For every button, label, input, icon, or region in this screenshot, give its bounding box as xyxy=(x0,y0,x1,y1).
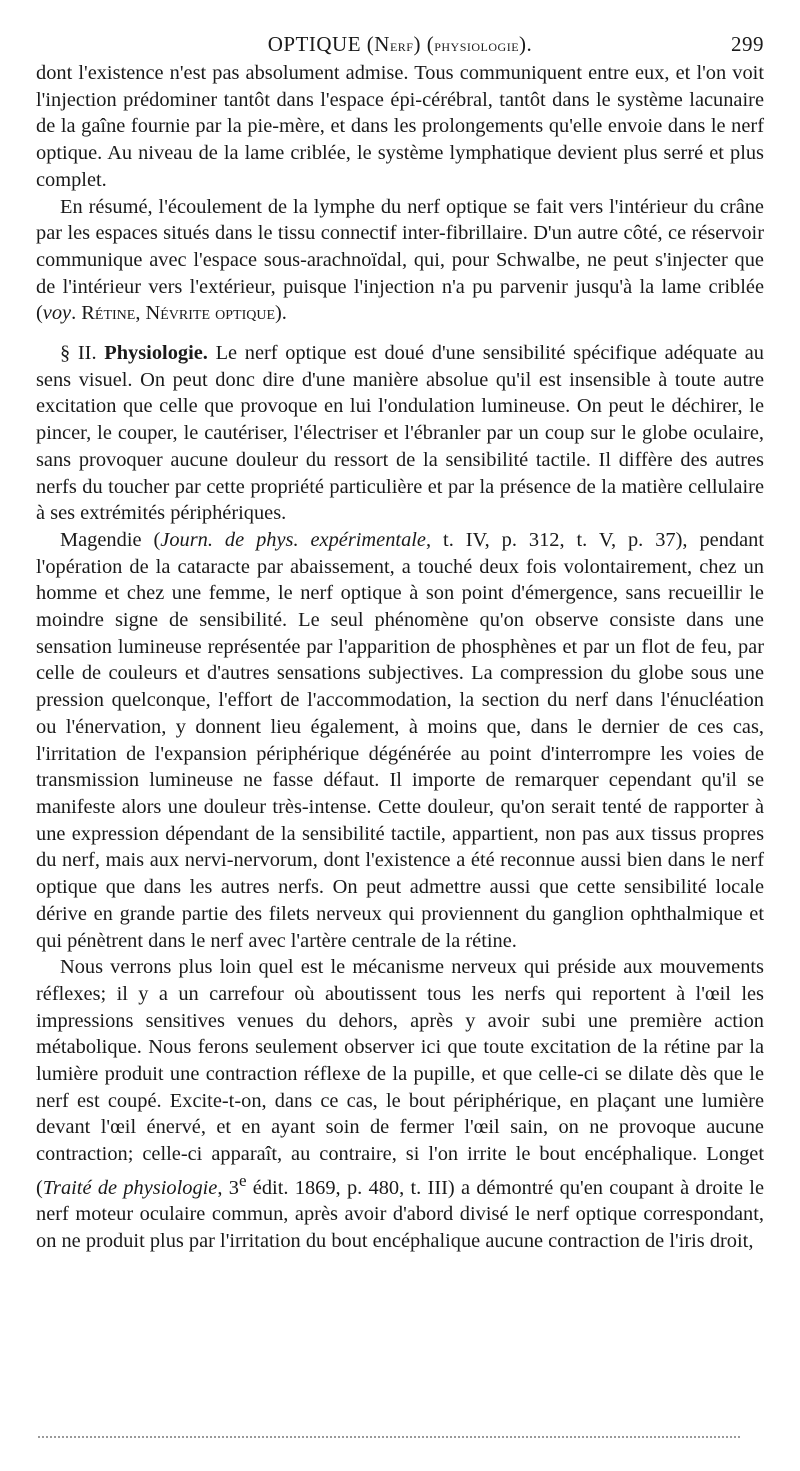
section-heading: Physiologie. xyxy=(104,342,208,365)
paragraph-text: Le nerf optique est doué d'une sensibilité spécifique adéquate au sens visuel. On peut donc dire d'une manière absolue qu'il est insensible à toute autre excitation que celle que provoque en lui l'ondulation lumineuse. On peut le déchirer, le pincer, le couper, le cautériser, l'électriser et l'ébranler par un coup sur le globe oculaire, sans provoquer aucune douleur du ressort de la sensibilité tactile. Il diffère des autres nerfs du toucher par cette propriété particulière et par la présence de la matière cellulaire à ses extrémités périphériques. xyxy=(36,342,764,525)
page-number: 299 xyxy=(731,32,764,56)
cross-reference: Névrite optique xyxy=(145,302,276,325)
paragraph-text: En résumé, l'écoulement de la lymphe du nerf optique se fait vers l'intérieur du crâne par les espaces situés dans le tissu connectif inter-fibrillaire. D'un autre côté, ce réservoir communique avec l'espace sous-arachnoïdal, qui, pour Schwalbe, ne peut s'injecter que de l'intérieur vers l'extérieur, puisque l'injection n'a pu parvenir jusqu'à la lame criblée ( xyxy=(36,195,764,325)
abbrev-voy: voy xyxy=(42,302,72,325)
title-part: ). xyxy=(519,32,533,56)
paragraph-3-section-heading xyxy=(36,340,764,527)
paragraph-text: , t. IV, p. 312, t. V, p. 37), pendant l'opération de la cataracte par abaissement, a touché deux fois volontairement, chez un homme et chez une femme, le nerf optique à son point d'émergence, sans recueillir le moindre signe de sensibilité. Le seul phénomène qu'on observe consiste dans une sensation lumineuse représentée par l'apparition de phosphènes et par un flot de feu, par celle de couleurs et d'autres sensations subjectives. La compression du globe sous une pression quelconque, l'effort de l'accommodation, la section du nerf dans l'énucléation ou l'énervation, y donnent lieu également, à moins que, dans le dernier de ces cas, l'irritation de l'expansion périphérique dégénérée au point d'interrompre les voies de transmission lumineuse ne fasse défaut. Il importe de remarquer cependant qu'il se manifeste alors une douleur très-intense. Cette douleur, qu'on serait tenté de rapporter à une expression dépendant de la sensibilité tactile, appartient, non pas aux tissus propres du nerf, mais aux nervi-nervorum, dont l'existence a été reconnue aussi bien dans le nerf optique que dans les autres nerfs. On peut admettre aussi que cette sensibilité locale dérive en grande partie des filets nerveux qui proviennent du ganglion ophthalmique et qui pénètrent dans le nerf avec l'artère centrale de la rétine. xyxy=(36,528,764,952)
citation-title: Traité de physiologie xyxy=(42,1176,218,1199)
title-smallcaps: physiologie xyxy=(434,36,520,55)
footer-dotted-rule xyxy=(38,1436,740,1438)
separator: , xyxy=(135,302,146,325)
paragraph-5 xyxy=(36,954,764,1255)
separator: ). xyxy=(275,302,287,325)
cross-reference: Rétine xyxy=(81,302,136,325)
superscript: e xyxy=(238,1170,247,1190)
title-part: OPTIQUE (N xyxy=(267,32,390,56)
section-mark: § II. xyxy=(60,342,105,365)
paragraph-4 xyxy=(36,527,764,954)
running-title xyxy=(36,32,764,57)
paragraph-text: Nous verrons plus loin quel est le mécanisme nerveux qui préside aux mouvements réflexes; il y a un carrefour où aboutissent tous les nerfs qui reportent à l'œil les impressions sensitives venues du dehors, après y avoir subi une première action métabolique. Nous ferons seulement observer ici que toute excitation de la rétine par la lumière produit une contraction réflexe de la pupille, et que celle-ci se dilate dès que le nerf est coupé. Excite-t-on, dans ce cas, le bout périphérique, en plaçant une lumière devant l'œil énervé, et en ayant soin de fermer l'œil sain, on ne provoque aucune contraction; celle-ci apparaît, au contraire, si l'on irrite le bout encéphalique. Longet ( xyxy=(36,956,764,1199)
paragraph-text: Magendie ( xyxy=(60,528,161,551)
separator: . xyxy=(71,302,82,325)
paragraph-text: édit. 1869, p. 480, t. III) a démontré qu'en coupant à droite le nerf moteur oculaire commun, après avoir d'abord divisé le nerf optique correspondant, on ne produit plus par l'irritation du bout encéphalique aucune contraction de l'iris droit, xyxy=(36,1176,765,1253)
paragraph-1: dont l'existence n'est pas absolument admise. Tous communiquent entre eux, et l'on voit l'injection prédominer tantôt dans l'espace épi-cérébral, tantôt dans le système lacunaire de la gaîne fournie par la pie-mère, et dans les prolongements qu'elle envoie dans le nerf optique. Au niveau de la lame criblée, le système lymphatique devient plus serré et plus complet. xyxy=(36,62,764,191)
citation-title: Journ. de phys. expérimentale xyxy=(160,528,426,551)
text-body xyxy=(36,60,764,1255)
running-header xyxy=(36,30,764,60)
title-smallcaps: erf xyxy=(389,36,414,55)
title-part: ) ( xyxy=(413,32,435,56)
paragraph-text: , 3 xyxy=(217,1176,239,1199)
paragraph-2 xyxy=(36,194,764,328)
